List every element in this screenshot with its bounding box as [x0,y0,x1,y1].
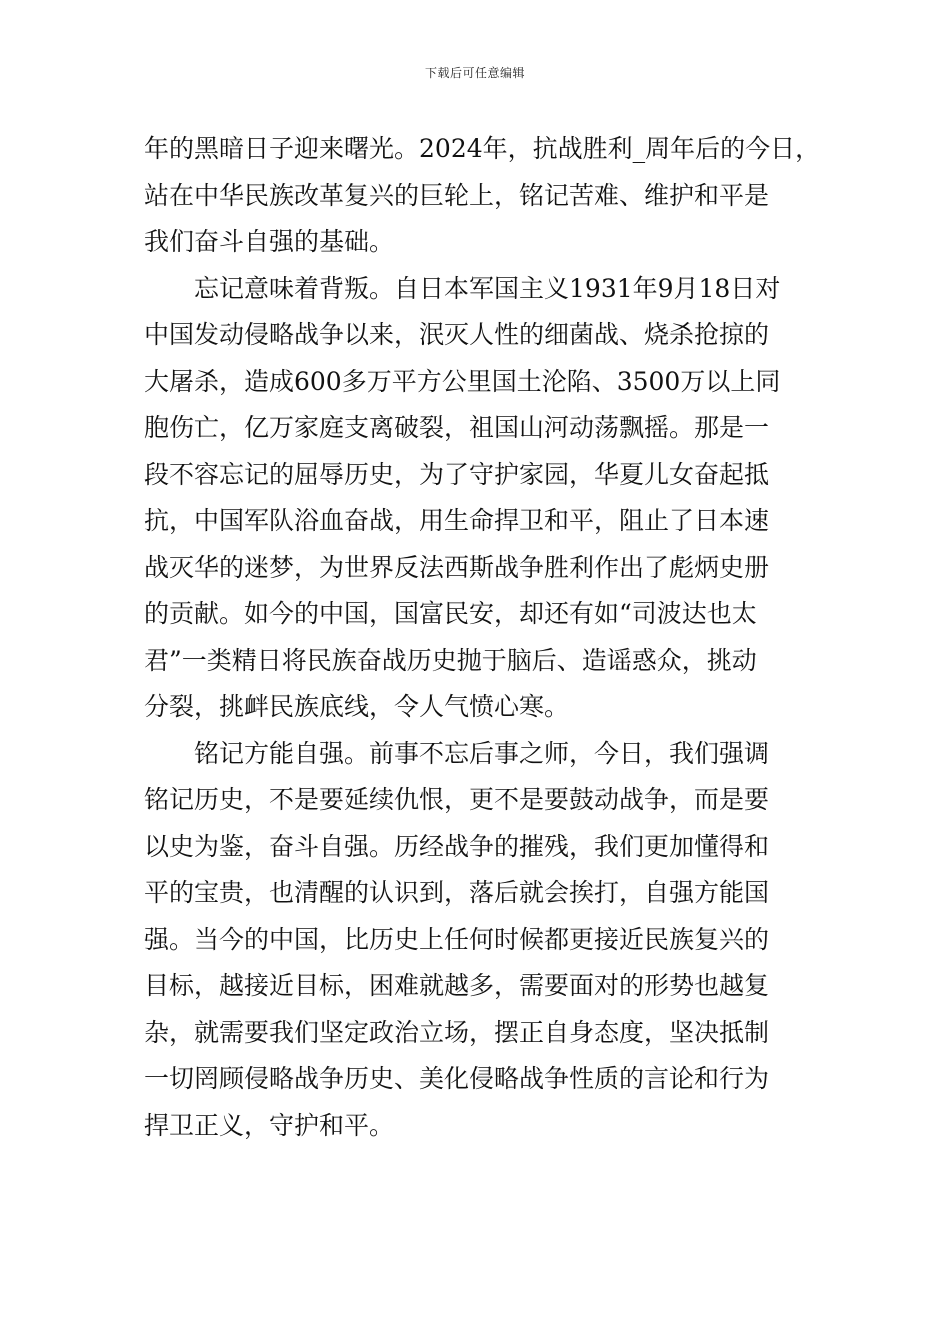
text-line: 胞伤亡，亿万家庭支离破裂，祖国山河动荡飘摇。那是一 [144,413,770,442]
text-line: 中国发动侵略战争以来，泯灭人性的细菌战、烧杀抢掠的 [144,320,770,349]
paragraph-2 [144,266,810,731]
text-line: 铭记方能自强。前事不忘后事之师，今日，我们强调 [144,738,770,768]
text-line: 站在中华民族改革复兴的巨轮上，铭记苦难、维护和平是 [144,180,770,210]
text-line: 强。当今的中国，比历史上任何时候都更接近民族复兴的 [144,924,770,954]
text-line: 目标，越接近目标，困难就越多，需要面对的形势也越复 [144,971,770,1000]
text-line: 的贡献。如今的中国，国富民安，却还有如“司波达也太 [144,599,757,628]
text-line: 我们奋斗自强的基础。 [144,227,395,256]
text-line: 忘记意味着背叛。自日本军国主义1931年9月18日对 [144,273,781,303]
text-line: 段不容忘记的屈辱历史，为了守护家园，华夏儿女奋起抵 [144,459,770,489]
text-line: 战灭华的迷梦，为世界反法西斯战争胜利作出了彪炳史册 [144,552,770,582]
text-line: 杂，就需要我们坚定政治立场，摆正自身态度，坚决抵制 [144,1017,770,1047]
text-line: 抗，中国军队浴血奋战，用生命捍卫和平，阻止了日本速 [144,506,770,535]
page-header: 下载后可任意编辑 [424,66,525,80]
text-line: 一切罔顾侵略战争历史、美化侵略战争性质的言论和行为 [144,1064,770,1093]
paragraph-1 [144,126,821,266]
text-line: 铭记历史，不是要延续仇恨，更不是要鼓动战争，而是要 [144,785,770,814]
text-line: 君”一类精日将民族奋战历史抛于脑后、造谣惑众，挑动 [144,645,757,675]
paragraph-3 [144,731,810,1150]
text-line: 年的黑暗日子迎来曙光。2024年，抗战胜利_周年后的今日， [144,134,821,163]
text-line: 捍卫正义，守护和平。 [144,1110,395,1140]
text-line: 分裂，挑衅民族底线，令人气愤心寒。 [144,692,570,721]
text-line: 平的宝贵，也清醒的认识到，落后就会挨打，自强方能国 [144,878,770,907]
text-line: 以史为鉴，奋斗自强。历经战争的摧残，我们更加懂得和 [144,831,770,861]
text-line: 大屠杀，造成600多万平方公里国土沦陷、3500万以上同 [144,366,781,396]
document-body [144,126,821,1149]
